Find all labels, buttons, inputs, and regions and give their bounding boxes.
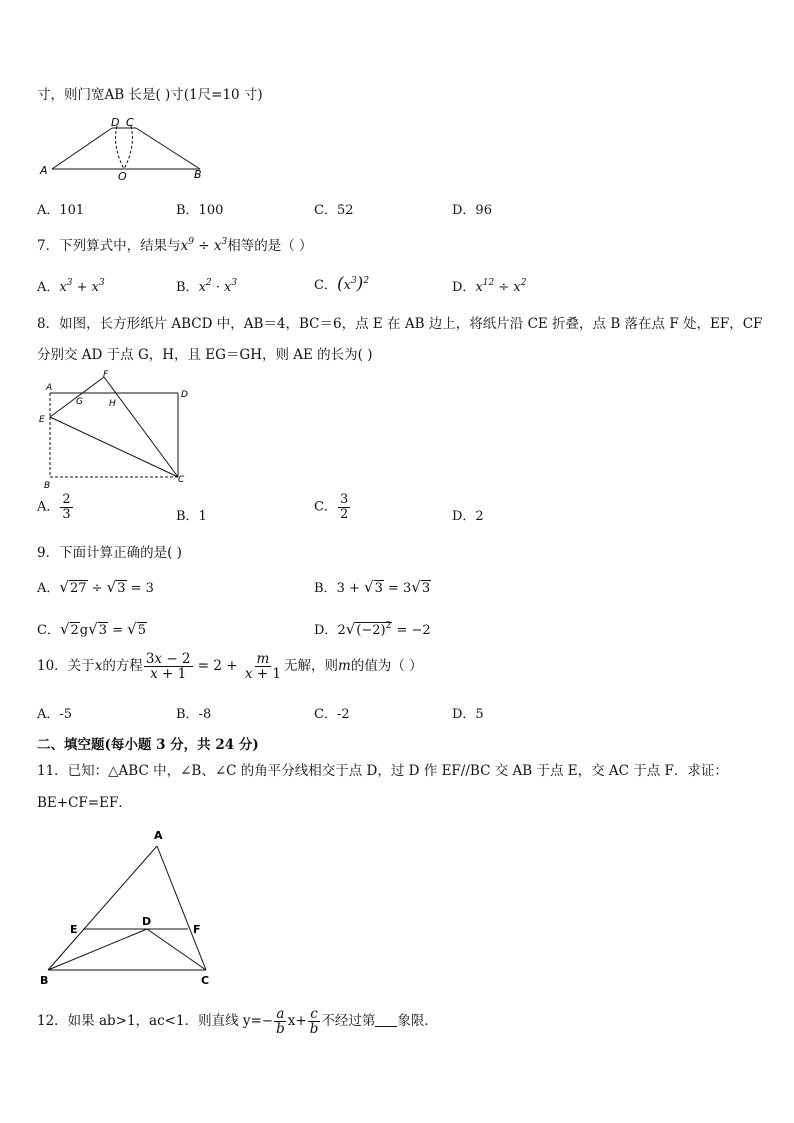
q8-line2: 分别交 AD 于点 G，H，且 EG＝GH，则 AE 的长为( ) [37, 347, 373, 363]
q12-frac2-num: c [310, 1006, 318, 1022]
q6-label-o: O [118, 170, 127, 183]
q8-option-a [37, 493, 74, 521]
q8-figure [36, 370, 196, 492]
q8-option-a-num: 2 [62, 492, 71, 507]
q7-prefix: 7．下列算式中，结果与 [37, 238, 181, 254]
q6-label-c: C [126, 116, 134, 129]
q7-option-d-label: D． [452, 280, 476, 295]
q8-option-c-label: C． [314, 499, 337, 515]
q9-title: 9．下面计算正确的是( ) [37, 545, 182, 561]
q9-option-d: D．$2√(-2)^2 = -2$ [314, 620, 431, 638]
q8-option-c [314, 493, 351, 521]
q7-expr: $x^9 \div x^3$ [180, 237, 228, 254]
q6-option-b: B．100 [176, 203, 224, 218]
q8-label-h: H [109, 399, 116, 409]
q10-suffix: 无解，则 [284, 658, 339, 675]
q10-prefix: 10．关于 [37, 658, 95, 675]
q11-label-e: E [70, 923, 78, 936]
q8-label-f: F [103, 370, 109, 380]
q6-option-d: D．96 [452, 203, 492, 218]
q11-line2: BE+CF=EF． [37, 795, 132, 811]
q10-option-d: D．5 [452, 707, 484, 722]
q9-option-c: C．√2g√3 = √5 [37, 620, 146, 638]
q9-option-a: A．√27 ÷ √3 = 3 [37, 578, 154, 596]
q10-option-c: C．-2 [314, 707, 350, 722]
q9-option-b-label: B． [314, 581, 337, 596]
q7-option-a: A．$x^3 + x^3$ [37, 278, 105, 295]
q12-mid: x+ [287, 1013, 307, 1030]
q7-option-a-label: A． [37, 280, 60, 295]
q8-option-c-num: 3 [339, 492, 349, 507]
q8-option-a-den: 3 [62, 506, 71, 522]
q11-label-a: A [154, 829, 163, 842]
q10-stem: 10．关于x的方程 $\frac{3x - 2}{x + 1}$ = 2 + $\frac{m}{x + 1}$ 无解，则m的值为（ ） [37, 651, 423, 683]
section-heading: 二、填空题(每小题 3 分，共 24 分) [37, 737, 259, 753]
q7-stem [37, 234, 313, 254]
q8-option-a-label: A． [37, 499, 60, 515]
q10-mid: 的方程 [102, 658, 143, 675]
q6-text: 寸，则门宽AB 长是( )寸(1尺=10 寸) [37, 87, 263, 103]
q8-label-b: B [44, 481, 51, 491]
q12-end: 象限． [397, 1013, 438, 1030]
q7-option-c: C．$(x^3)^2$ [314, 274, 370, 294]
q12-prefix: 12．如果 ab>1，ac<1．则直线 y=− [37, 1013, 274, 1030]
q12-suffix: 不经过第 [321, 1013, 376, 1030]
q8-label-a: A [46, 383, 53, 393]
q11-figure [36, 825, 226, 990]
q11-label-b: B [40, 974, 49, 987]
q6-label-b: B [194, 168, 202, 181]
q6-label-a: A [40, 164, 48, 177]
q9-option-c-label: C． [37, 623, 60, 638]
q6-option-a: A．101 [37, 203, 85, 218]
q8-option-d: D．2 [452, 509, 484, 524]
q8-option-b: B．1 [176, 509, 207, 524]
q10-end: 的值为（ ） [350, 658, 423, 675]
q9-option-a-label: A． [37, 581, 60, 596]
q11-label-f: F [193, 923, 201, 936]
q7-option-b-label: B． [176, 280, 199, 295]
q8-label-c: C [178, 475, 185, 485]
q9-option-d-label: D． [314, 623, 338, 638]
q6-option-c: C．52 [314, 203, 354, 218]
q8-option-c-den: 2 [339, 506, 349, 522]
q6-label-d: D [111, 116, 120, 129]
q8-label-e: E [39, 415, 45, 425]
q6-figure [38, 112, 218, 184]
q7-option-b: B．$x^2 \cdot x^3$ [176, 278, 238, 295]
q8-line1: 8．如图，长方形纸片 ABCD 中，AB＝4，BC＝6，点 E 在 AB 边上，将纸片沿 CE 折叠，点 B 落在点 F 处，EF，CF [37, 316, 763, 332]
q7-option-c-label: C． [314, 278, 337, 293]
q8-label-g: G [76, 397, 83, 407]
q9-option-b: B．3 + √3 = 3√3 [314, 578, 431, 596]
q12-frac1-num: a [276, 1006, 285, 1022]
q10-option-b: B．-8 [176, 707, 212, 722]
q12-frac2-den: b [309, 1021, 319, 1038]
q12-frac1-den: b [276, 1021, 285, 1038]
q8-label-d: D [181, 390, 188, 400]
q10-option-a: A．-5 [37, 707, 73, 722]
q12-answer-blank[interactable] [375, 1012, 397, 1027]
q7-suffix: 相等的是（ ） [227, 238, 313, 254]
q12-stem [37, 1007, 438, 1036]
q11-line1: 11．已知：△ABC 中，∠B、∠C 的角平分线相交于点 D，过 D 作 EF//BC 交 AB 于点 E，交 AC 于点 F．求证： [37, 763, 728, 779]
q7-option-d: D．$x^{12} \div x^2$ [452, 278, 527, 295]
q11-label-d: D [142, 915, 152, 928]
q11-label-c: C [201, 974, 210, 987]
